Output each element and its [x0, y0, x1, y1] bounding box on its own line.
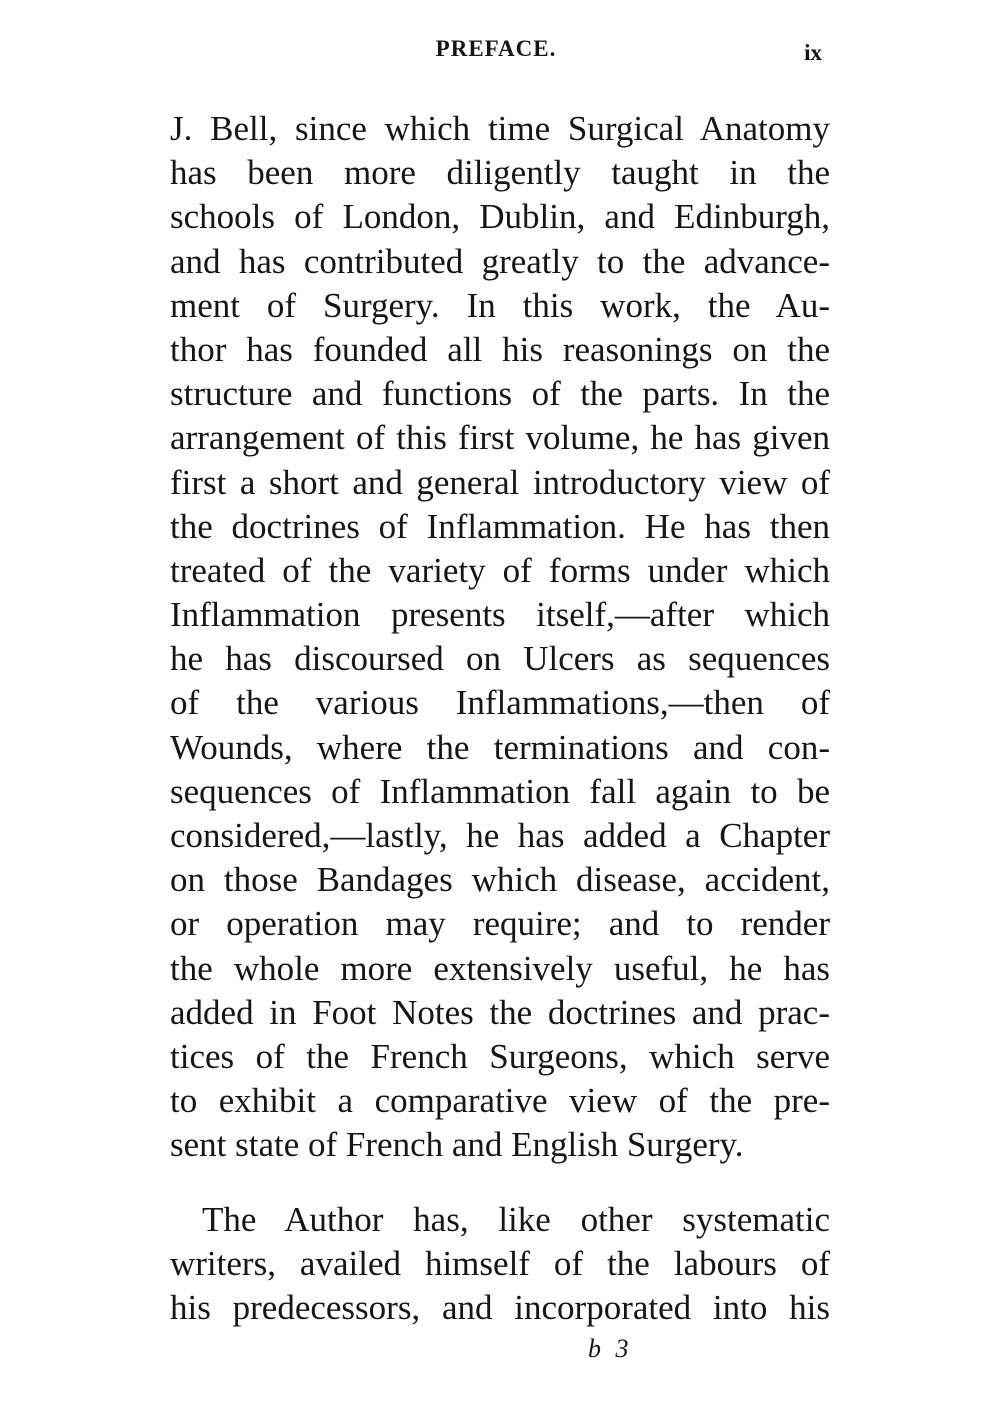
- text-line: tices of the French Surgeons, which serve: [170, 1036, 830, 1076]
- text-line: treated of the variety of forms under which: [170, 550, 830, 590]
- text-line: sequences of Inflammation fall again to be: [170, 771, 830, 811]
- running-title: PREFACE.: [435, 36, 557, 61]
- text-line: has been more diligently taught in the: [170, 153, 830, 193]
- paragraph-break: [170, 1168, 830, 1198]
- text-line: writers, availed himself of the labours of: [170, 1243, 830, 1283]
- text-line: to exhibit a comparative view of the pre-: [170, 1081, 830, 1121]
- text-line: he has discoursed on Ulcers as sequences: [170, 639, 830, 679]
- text-line: considered,—lastly, he has added a Chapter: [170, 816, 830, 855]
- text-line: sent state of French and English Surgery.: [170, 1125, 744, 1165]
- text-line: Wounds, where the terminations and con-: [170, 727, 830, 767]
- text-line: his predecessors, and incorporated into his: [170, 1287, 830, 1327]
- text-line: structure and functions of the parts. In the: [170, 374, 830, 414]
- text-line: first a short and general introductory view of: [170, 462, 830, 502]
- text-line: on those Bandages which disease, accident,: [170, 860, 830, 900]
- text-line: schools of London, Dublin, and Edinburgh,: [170, 197, 830, 237]
- text-line: Inflammation presents itself,—after which: [170, 595, 830, 635]
- text-line: added in Foot Notes the doctrines and prac-: [170, 992, 830, 1032]
- text-line: the whole more extensively useful, he has: [170, 948, 830, 988]
- text-line: The Author has, like other systematic: [202, 1199, 830, 1239]
- text-line: ment of Surgery. In this work, the Au-: [170, 285, 830, 325]
- text-line: the doctrines of Inflammation. He has then: [170, 506, 830, 546]
- running-head: [170, 36, 822, 76]
- body-text: [170, 107, 830, 1330]
- signature-mark: b 3: [588, 1334, 633, 1363]
- text-line: or operation may require; and to render: [170, 904, 830, 944]
- text-line: thor has founded all his reasonings on the: [170, 329, 830, 369]
- page-number: ix: [804, 40, 822, 65]
- text-line: and has contributed greatly to the advance-: [170, 241, 830, 281]
- text-line: arrangement of this first volume, he has given: [170, 418, 830, 458]
- text-line: of the various Inflammations,—then of: [170, 683, 830, 723]
- text-line: J. Bell, since which time Surgical Anatomy: [170, 109, 830, 148]
